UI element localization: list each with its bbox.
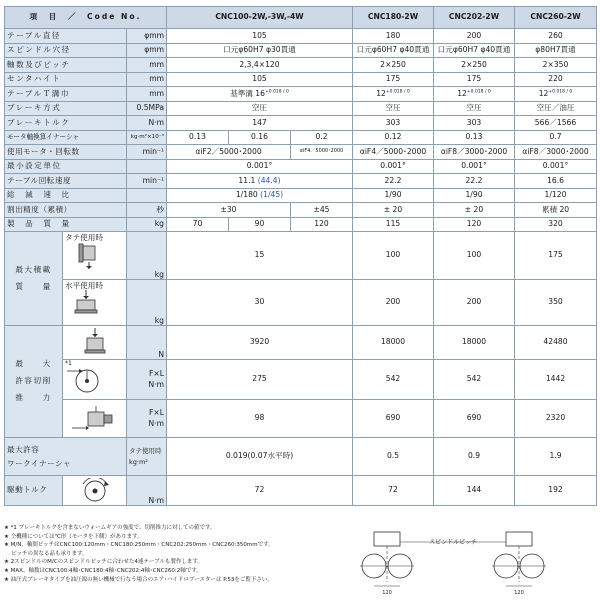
row-center-height	[5, 72, 597, 87]
note-mark: *1	[65, 360, 72, 367]
cell: 105	[167, 29, 353, 44]
row-work-inertia	[5, 438, 597, 476]
horizontal-mount-icon	[65, 290, 105, 316]
note-5: ★ 2スピンドルのM/Cのスピンドルピッチに合わせた4連テーブルも製作します。	[4, 559, 203, 566]
row-spindle-bore	[5, 43, 597, 58]
row-axis-pitch	[5, 58, 597, 73]
unit: mm	[127, 58, 167, 73]
cell: 0.16	[229, 130, 291, 145]
cell: 2×250	[434, 58, 515, 73]
row-min-unit	[5, 159, 597, 174]
label-table-speed: テーブル回転速度	[5, 174, 127, 189]
cell: 空圧	[353, 101, 434, 116]
work-inertia-line1: 最大許容	[7, 444, 40, 454]
cell: 100	[434, 232, 515, 280]
work-inertia-line2: ワークイナーシャ	[7, 458, 72, 468]
cell: 空圧／油圧	[515, 101, 597, 116]
cell: 口元φ60H7 φ40貫通	[353, 43, 434, 58]
cell: 口元φ60H7 φ30貫通	[167, 43, 353, 58]
max-load-vertical-label: タテ使用時	[65, 233, 103, 242]
unit: kg	[127, 280, 167, 326]
max-load-line1: 最大積載	[15, 264, 52, 274]
row-motor-inertia	[5, 130, 597, 145]
tolerance: +0.018 / 0	[548, 89, 573, 95]
cell: αiF2／5000･2000	[167, 145, 291, 160]
cell	[434, 87, 515, 102]
label-drive-torque: 駆動トルク	[5, 476, 63, 506]
cell: ± 20	[353, 203, 434, 218]
cell: 2320	[515, 400, 597, 438]
header-row	[5, 7, 597, 29]
note-1: ★ *1 ブレーキトルクを含まないウォームギアの強度で、切削推力に対しての値です。	[4, 525, 216, 531]
cell: αiF4／5000･2000	[291, 145, 353, 160]
cell: 350	[515, 280, 597, 326]
cell: 275	[167, 360, 353, 400]
cell: 72	[167, 476, 353, 506]
unit: min⁻¹	[127, 174, 167, 189]
max-load-line2: 質 量	[15, 281, 52, 291]
cell: 18000	[353, 326, 434, 360]
cell: 90	[229, 217, 291, 232]
cell: 175	[434, 72, 515, 87]
cell: 200	[353, 280, 434, 326]
vertical-mount-icon	[65, 242, 105, 270]
cell: 0.001°	[515, 159, 597, 174]
unit: min⁻¹	[127, 145, 167, 160]
cell: αiF8／3000･2000	[515, 145, 597, 160]
cell: 98	[167, 400, 353, 438]
row-brake-method	[5, 101, 597, 116]
cell: 542	[353, 360, 434, 400]
unit: 秒	[127, 203, 167, 218]
unit: φmm	[127, 29, 167, 44]
label-motor: 使用モータ・回転数	[5, 145, 127, 160]
label-cutting	[5, 326, 63, 438]
axial-force-icon	[73, 328, 117, 358]
cell: 0.7	[515, 130, 597, 145]
value-alt: (1/45)	[260, 190, 284, 200]
cell: 100	[353, 232, 434, 280]
unit-nm: N·m	[148, 379, 164, 389]
cell: 空圧	[434, 101, 515, 116]
spec-table	[4, 6, 597, 506]
cell	[167, 188, 353, 203]
work-inertia-sub: タテ使用時	[129, 447, 162, 456]
cell: 22.2	[434, 174, 515, 189]
cell: 0.001°	[353, 159, 434, 174]
row-motor	[5, 145, 597, 160]
header-cnc100: CNC100-2W,-3W,-4W	[167, 7, 353, 29]
cell: αiF4／5000･2000	[353, 145, 434, 160]
cell: 16.6	[515, 174, 597, 189]
value: 12	[457, 88, 467, 98]
cutting-fxl1-icon-cell	[63, 360, 127, 400]
unit: mm	[127, 72, 167, 87]
header-cnc202: CNC202-2W	[434, 7, 515, 29]
unit-fxl: F×L	[149, 407, 164, 417]
row-max-load-vertical	[5, 232, 597, 280]
cell: 175	[353, 72, 434, 87]
value: 12	[538, 88, 549, 98]
label-center-height: センタハイト	[5, 72, 127, 87]
row-reduction	[5, 188, 597, 203]
value: 12	[376, 88, 386, 98]
row-drive-torque	[5, 476, 597, 506]
cell: 70	[167, 217, 229, 232]
label-spindle-bore: スピンドル穴径	[5, 43, 127, 58]
cell: 18000	[434, 326, 515, 360]
row-table-diameter	[5, 29, 597, 44]
row-cutting-fxl2	[5, 400, 597, 438]
cell: 42480	[515, 326, 597, 360]
cell: 320	[515, 217, 597, 232]
max-load-horizontal-icon-cell	[63, 280, 127, 326]
label-axis-pitch: 軸数及びピッチ	[5, 58, 127, 73]
value: 1/180	[235, 190, 258, 200]
unit: N·m	[127, 476, 167, 506]
cell: 0.019(0.07水平時)	[167, 438, 353, 476]
cell: 0.9	[434, 438, 515, 476]
value-alt: (44.4)	[257, 175, 281, 185]
cell: 180	[353, 29, 434, 44]
cell: 2,3,4×120	[167, 58, 353, 73]
drive-torque-icon-cell	[63, 476, 127, 506]
cell: ±45	[291, 203, 353, 218]
cell: 303	[434, 116, 515, 131]
cell: 120	[291, 217, 353, 232]
cutting-force-icon-cell	[63, 326, 127, 360]
row-max-load-horizontal	[5, 280, 597, 326]
label-brake-torque: ブレーキトルク	[5, 116, 127, 131]
label-weight: 製 品 質 量	[5, 217, 127, 232]
rotation-icon	[75, 478, 115, 504]
cell: 0.13	[167, 130, 229, 145]
unit: mm	[127, 87, 167, 102]
cell: 200	[434, 280, 515, 326]
tolerance: +0.018 / 0	[385, 89, 410, 95]
cell: 0.13	[434, 130, 515, 145]
cell: 147	[167, 116, 353, 131]
cell: ± 20	[434, 203, 515, 218]
cell: 120	[434, 217, 515, 232]
header-cnc180: CNC180-2W	[353, 7, 434, 29]
value: 11.1	[238, 175, 256, 185]
note-4: ピッチの異なる品も承ります。	[4, 550, 88, 557]
diagram-title: スピンドルピッチ	[429, 539, 477, 546]
cell: 0.2	[291, 130, 353, 145]
unit	[127, 159, 167, 174]
cell: 1/120	[515, 188, 597, 203]
spindle-head-left	[374, 532, 400, 546]
pitch-dim-right: 120	[514, 590, 524, 596]
label-t-slot: テーブルＴ溝巾	[5, 87, 127, 102]
spindle-pitch-diagram	[356, 524, 596, 596]
row-t-slot	[5, 87, 597, 102]
cell: 542	[434, 360, 515, 400]
cell: 1442	[515, 360, 597, 400]
cell: 192	[515, 476, 597, 506]
unit-cell	[127, 400, 167, 438]
label-min-unit: 最小設定単位	[5, 159, 127, 174]
work-inertia-unit-cell	[127, 438, 167, 476]
unit: 0.5MPa	[127, 101, 167, 116]
cell: 144	[434, 476, 515, 506]
label-table-diameter: テーブル直径	[5, 29, 127, 44]
work-inertia-unit: kg·m²	[129, 457, 148, 466]
cell: 0.001°	[434, 159, 515, 174]
cell: 22.2	[353, 174, 434, 189]
note-6: ★ MAX、軸数はCNC100:4軸･CNC180:4軸･CNC202:4軸･CNC260:2軸です。	[4, 567, 202, 574]
unit: N·m	[127, 116, 167, 131]
label-brake-method: ブレーキ方式	[5, 101, 127, 116]
value: 基準溝 16	[230, 88, 265, 98]
cell: 0.5	[353, 438, 434, 476]
unit-cell	[127, 360, 167, 400]
cell: 0.001°	[167, 159, 353, 174]
note-7: ★ 油圧式ブレーキタイプを油圧源の無い機械で行なう場合のエア･ハイドロブースターは P.53をご覧下さい。	[4, 576, 273, 583]
label-reduction: 総 減 速 比	[5, 188, 127, 203]
cell: 72	[353, 476, 434, 506]
tolerance: +0.018 / 0	[264, 89, 289, 95]
cell: 15	[167, 232, 353, 280]
cell: 115	[353, 217, 434, 232]
cutting-line3: 推 力	[15, 392, 52, 402]
note-2: ★ 仝機種については℃形（モータを下側）があります。	[4, 533, 143, 540]
row-cutting-force	[5, 326, 597, 360]
cell	[353, 87, 434, 102]
cutting-fxl2-icon-cell	[63, 400, 127, 438]
cell: 2×350	[515, 58, 597, 73]
unit: φmm	[127, 43, 167, 58]
unit: kg·m²×10⁻³	[127, 130, 167, 145]
cutting-line2: 許容切削	[15, 376, 52, 386]
footnotes	[4, 524, 344, 584]
label-max-load	[5, 232, 63, 326]
label-indexing: 割出精度（累積）	[5, 203, 127, 218]
cell: 303	[353, 116, 434, 131]
unit: N	[127, 326, 167, 360]
moment-face-icon	[65, 368, 109, 394]
cell: ±30	[167, 203, 291, 218]
cell: 口元φ60H7 φ40貫通	[434, 43, 515, 58]
header-cnc260: CNC260-2W	[515, 7, 597, 29]
cell: 690	[353, 400, 434, 438]
cell	[167, 174, 353, 189]
unit-fxl: F×L	[149, 368, 164, 378]
unit	[127, 188, 167, 203]
row-brake-torque	[5, 116, 597, 131]
row-indexing	[5, 203, 597, 218]
label-motor-inertia: モータ軸換算イナーシャ	[5, 130, 127, 145]
cell: 空圧	[167, 101, 353, 116]
cell	[515, 87, 597, 102]
cell: 200	[434, 29, 515, 44]
header-item: 項 目 ／ Code No.	[5, 7, 167, 29]
row-weight	[5, 217, 597, 232]
label-work-inertia	[5, 438, 127, 476]
cell: 3920	[167, 326, 353, 360]
cell: 175	[515, 232, 597, 280]
cell	[167, 87, 353, 102]
spindle-head-right	[506, 532, 532, 546]
cell: αiF8／3000･2000	[434, 145, 515, 160]
row-table-speed	[5, 174, 597, 189]
cell: 566／1566	[515, 116, 597, 131]
cell: 105	[167, 72, 353, 87]
cutting-line1: 最 大	[15, 359, 52, 369]
cell: 260	[515, 29, 597, 44]
unit: kg	[127, 217, 167, 232]
max-load-horizontal-label: 水平使用時	[65, 281, 103, 290]
cell: 2×250	[353, 58, 434, 73]
cell: 1/90	[434, 188, 515, 203]
unit: kg	[127, 232, 167, 280]
unit-nm: N·m	[148, 418, 164, 428]
cell: φ80H7貫通	[515, 43, 597, 58]
row-cutting-fxl1	[5, 360, 597, 400]
max-load-vertical-icon-cell	[63, 232, 127, 280]
cell: 1/90	[353, 188, 434, 203]
tolerance: +0.018 / 0	[466, 89, 491, 95]
cell: 220	[515, 72, 597, 87]
cell: 690	[434, 400, 515, 438]
cell: 30	[167, 280, 353, 326]
cell: 累積 20	[515, 203, 597, 218]
moment-side-icon	[70, 406, 120, 432]
note-3: ★ M/N、軸間ピッチはCNC100:120mm・CNC180:250mm・CNC202:250mm・CNC260:350mmです。	[4, 542, 274, 549]
cell: 1.9	[515, 438, 597, 476]
pitch-dim-left: 120	[382, 590, 392, 596]
cell: 0.12	[353, 130, 434, 145]
